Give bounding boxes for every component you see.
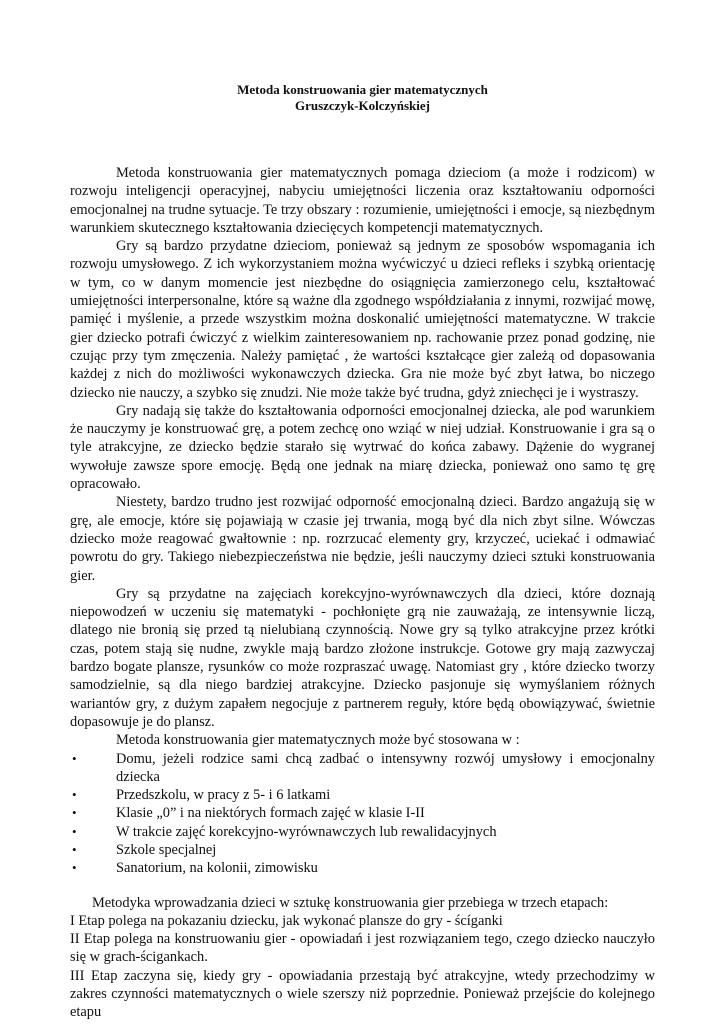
list-item-text: Szkole specjalnej: [116, 841, 217, 858]
list-item-text: Przedszkolu, w pracy z 5- i 6 latkami: [116, 787, 331, 804]
document-body: [70, 164, 655, 1022]
list-item-text: Domu, jeżeli rodzice sami chcą zadbać o intensywny rozwój umysłowy i emocjonalny dziecka: [116, 750, 655, 785]
document-author: Gruszczyk-Kolczyńskiej: [294, 98, 431, 113]
bullet-icon: •: [72, 860, 77, 876]
paragraph-games-benefits: Gry są bardzo przydatne dzieciom, ponieważ są jednym ze sposobów wspomagania ich rozwoju umysłowego. Z ich wykorzystaniem można wyćwiczyć u dzieci refleks i szybką orientację w tym, co w danym momencie jest niezbędne do osiągnięcia zamierzonego celu, kształtować umiejętności interpersonalne, które są ważne dla zgodnego współdziałania z innymi, rozwijać mowę, pamięć i myślenie, a przede wszystkim można doskonalić umiejętności matematyczne. W trakcie gier dziecko potrafi ćwiczyć z wielkim zainteresowaniem np. rachowanie przez ponad godzinę, nie czując przy tym zmęczenia. Należy pamiętać , że wartości kształcące gier zależą od dopasowania każdej z nich do możliwości wykonawczych dziecka. Gra nie może być zbyt łatwa, bo niczego dziecko nie nauczy, a szybko się znudzi. Nie może także być trudna, gdyż zniechęci je i wystraszy.: [70, 238, 655, 401]
bullet-icon: •: [72, 805, 77, 821]
list-item: [70, 786, 655, 804]
list-item: [70, 750, 655, 787]
list-item-text: Klasie „0” i na niektórych formach zajęć w klasie I-II: [116, 805, 425, 822]
list-item-text: Sanatorium, na kolonii, zimowisku: [116, 860, 318, 877]
bullet-icon: •: [72, 750, 77, 766]
paragraph-corrective-classes: Gry są przydatne na zajęciach korekcyjno-wyrównawczych dla dzieci, które doznają niepowodzeń w uczeniu się matematyki - pochłonięte grą nie zauważają, ze intensywnie liczą, dlatego nie bronią się przed tą nielubianą czynnością. Nowe gry są tylko atrakcyjne przez krótki czas, potem stają się nudne, zwykle mają bardzo złożone instrukcje. Gotowe gry mają zazwyczaj bardzo bogate plansze, rysunków co może rozpraszać uwagę. Natomiast gry , które dziecko tworzy samodzielnie, są dla niego bardziej atrakcyjne. Dziecko pasjonuje się wymyślaniem różnych wariantów gry, z dużym zapałem negocjuje z partnerem reguły, które będą obowiązywać, świetnie dopasowuje je do plansz.: [70, 585, 655, 730]
bullet-icon: •: [72, 823, 77, 839]
document-title: Metoda konstruowania gier matematycznych: [237, 82, 488, 97]
list-item: [70, 804, 655, 822]
bullet-icon: •: [72, 841, 77, 857]
usage-list: [70, 750, 655, 878]
spacer: [70, 878, 655, 894]
document-title-block: [70, 82, 655, 114]
list-item-text: W trakcie zajęć korekcyjno-wyrównawczych lub rewalidacyjnych: [116, 823, 497, 840]
paragraph-intro: Metoda konstruowania gier matematycznych pomaga dzieciom (a może i rodzicom) w rozwoju inteligencji operacyjnej, nabyciu umiejętności liczenia oraz kształtowaniu odporności emocjonalnej na trudne sytuacje. Te trzy obszary : rozumienie, umiejętności i emocje, są niezbędnym warunkiem skutecznego kształtowania dziecięcych kompetencji matematycznych.: [70, 165, 655, 236]
stages-intro: Metodyka wprowadzania dzieci w sztukę konstruowania gier przebiega w trzech etapach:: [92, 894, 609, 911]
paragraph-difficulty: Niestety, bardzo trudno jest rozwijać odporność emocjonalną dzieci. Bardzo angażują się w grę, ale emocje, które się pojawiają w czasie jej trwania, mogą być dla nich zbyt silne. Wówczas dziecko może reagować gwałtownie : np. rozrzucać elementy gry, krzyczeć, uciekać i odmawiać powrotu do gry. Takiego niebezpieczeństwa nie będzie, jeśli nauczymy dzieci sztuki konstruowania gier.: [70, 494, 655, 584]
bullet-icon: •: [72, 787, 77, 803]
list-item: [70, 859, 655, 877]
list-item: [70, 823, 655, 841]
paragraph-emotional-resilience: Gry nadają się także do kształtowania odporności emocjonalnej dziecka, ale pod warunkiem że nauczymy je konstruować grę, a potem zechcę ono wziąć w niej udział. Konstruowanie i gra są o tyle atrakcyjne, ze dziecko będzie starało się wytrwać do końca zabawy. Dążenie do wygranej wywołuje zawsze spore emocję. Będą one jednak na miarę dziecka, ponieważ ono samo tę grę opracowało.: [70, 402, 655, 493]
stage-2: II Etap polega na konstruowaniu gier - opowiadań i jest rozwiązaniem tego, czego dziecko nauczyło się w grach-ścigankach.: [70, 931, 655, 966]
stage-3: III Etap zaczyna się, kiedy gry - opowiadania przestają być atrakcyjne, wtedy przechodzimy w zakres czynności matematycznych o wiele szerszy niż poprzednie. Ponieważ przejście do kolejnego etapu: [70, 967, 655, 1021]
paragraph-usage-intro: Metoda konstruowania gier matematycznych może być stosowana w :: [116, 732, 520, 749]
stage-1: I Etap polega na pokazaniu dziecku, jak wykonać plansze do gry - ścíganki: [70, 912, 503, 929]
list-item: [70, 841, 655, 859]
